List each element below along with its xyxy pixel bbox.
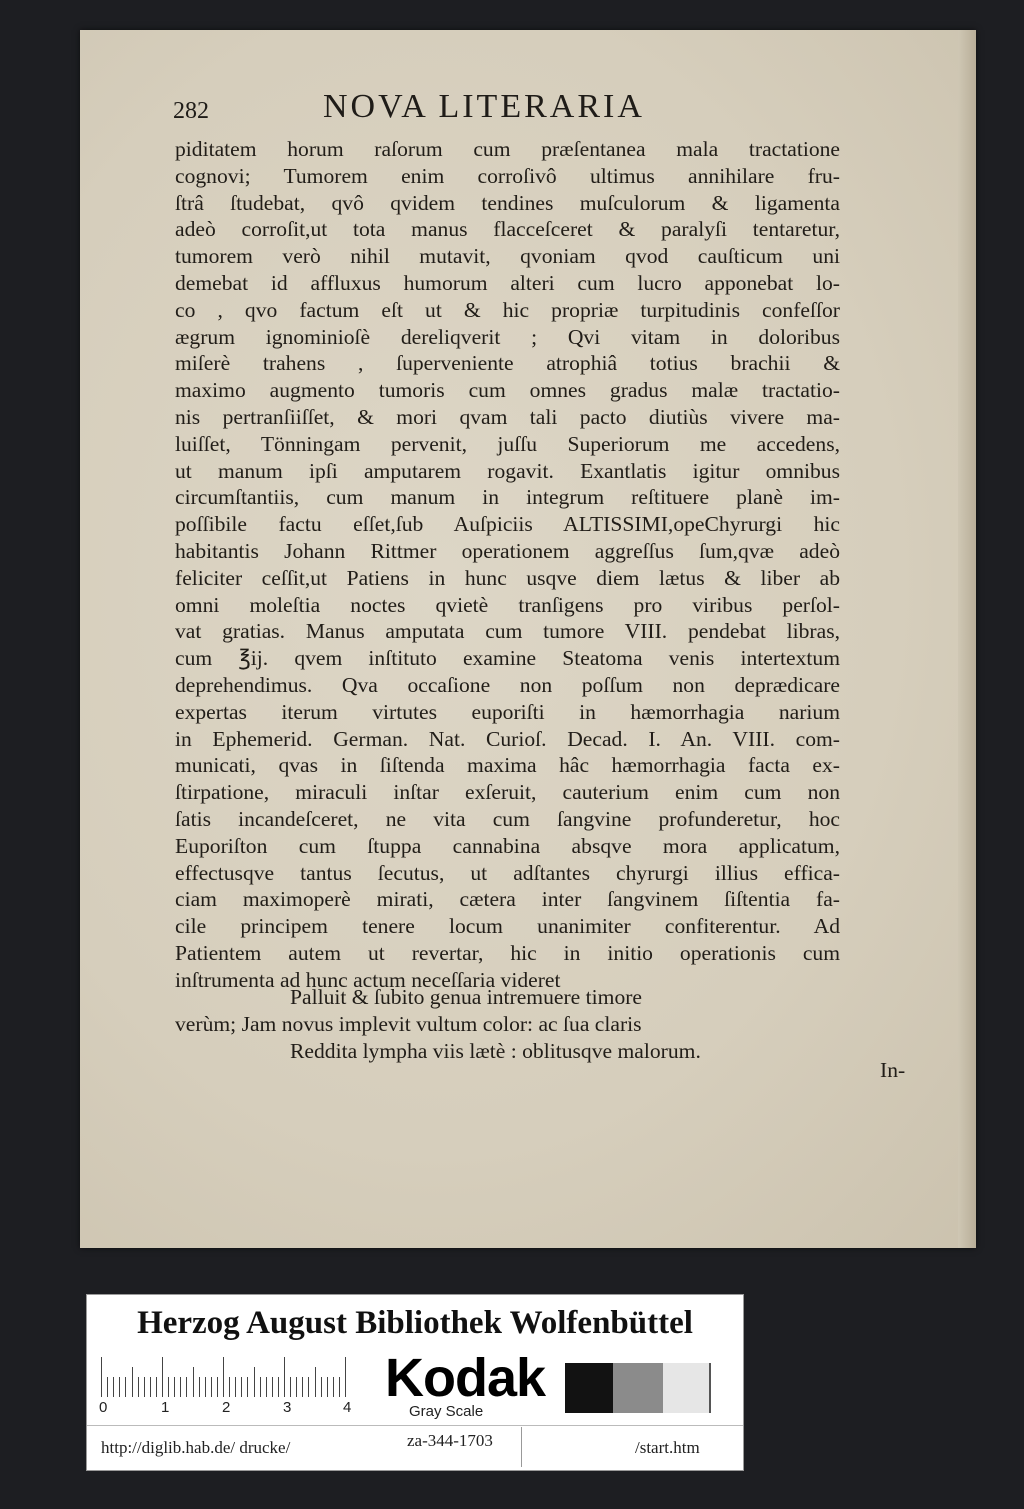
divider: [521, 1427, 522, 1467]
text-line: Patientem autem ut revertar, hic in initio operationis cum: [175, 940, 840, 965]
gray-swatches: [565, 1363, 711, 1413]
ruler-tick: [186, 1377, 187, 1397]
text-line: cum ℥ij. qvem inſtituto examine Steatoma venis intertextum: [175, 646, 840, 671]
text-line: ſtrâ ſtudebat, qvô qvidem tendines muſculorum & ligamenta: [175, 190, 840, 215]
text-line: demebat id affluxus humorum alteri cum lucro apponebat lo-: [175, 270, 840, 295]
text-line: nis pertranſiiſſet, & mori qvam tali pacto diutiùs vivere ma-: [175, 404, 840, 429]
ruler-tick: [132, 1367, 133, 1397]
text-line: habitantis Johann Rittmer operationem aggreſſus ſum,qvæ adeò: [175, 538, 840, 563]
ruler-tick: [254, 1367, 255, 1397]
ruler-tick: [168, 1377, 169, 1397]
ruler-tick: [125, 1377, 126, 1397]
ruler-number: 1: [161, 1399, 170, 1416]
ruler-tick: [321, 1377, 322, 1397]
ruler-number: 2: [222, 1399, 231, 1416]
ruler-number: 4: [343, 1399, 352, 1416]
text-line: luiſſet, Tönningam pervenit, juſſu Superiorum me accedens,: [175, 431, 840, 456]
ruler-tick: [119, 1377, 120, 1397]
ruler-tick: [107, 1377, 108, 1397]
source-url: http://diglib.hab.de/ drucke/: [101, 1438, 291, 1457]
verse-line: Palluit & ſubito genua intremuere timore: [290, 985, 643, 1009]
text-line: deprehendimus. Qva occaſione non poſſum non deprædicare: [175, 672, 840, 697]
ruler-tick: [284, 1357, 285, 1397]
text-line: cognovi; Tumorem enim corroſivô ultimus annihilare fru-: [175, 163, 840, 188]
ruler-tick: [223, 1357, 224, 1397]
swatch-black: [565, 1363, 613, 1413]
ruler-tick: [156, 1377, 157, 1397]
text-line: in Ephemerid. German. Nat. Curioſ. Decad. I. An. VIII. com-: [175, 726, 840, 751]
kodak-logo: Kodak: [385, 1348, 546, 1408]
ruler-tick: [266, 1377, 267, 1397]
ruler-tick: [345, 1357, 346, 1397]
ruler-tick: [229, 1377, 230, 1397]
verse-line: Reddita lympha viis lætè : oblitusqve malorum.: [290, 1039, 701, 1063]
swatch-gray: [613, 1363, 663, 1413]
ruler-tick: [162, 1357, 163, 1397]
text-line: circumſtantiis, cum manum in integrum reſtituere planè im-: [175, 485, 840, 510]
ruler-tick: [315, 1367, 316, 1397]
verse-quote: [175, 984, 840, 1065]
scale-ruler: [101, 1353, 349, 1397]
ruler-tick: [193, 1367, 194, 1397]
text-line: maximo augmento tumoris cum omnes gradus malæ tractatio-: [175, 378, 840, 403]
text-line: adeò corroſit,ut tota manus flacceſceret & paralyſi tentaretur,: [175, 217, 840, 242]
text-line: ſatis incandeſceret, ne vita cum ſangvine profunderetur, hoc: [175, 806, 840, 831]
text-line: effectusqve tantus ſecutus, ut adſtantes chyrurgi illius effica-: [175, 860, 840, 885]
body-text: [175, 136, 840, 994]
ruler-tick: [138, 1377, 139, 1397]
text-line: cile principem tenere locum unanimiter confiterentur. Ad: [175, 914, 840, 939]
ruler-tick: [180, 1377, 181, 1397]
ruler-tick: [278, 1377, 279, 1397]
ruler-tick: [308, 1377, 309, 1397]
text-line: omni moleſtia noctes qvietè tranſigens pro viribus perſol-: [175, 592, 840, 617]
ruler-tick: [235, 1377, 236, 1397]
text-line: expertas iterum virtutes euporiſti in hæmorrhagia narium: [175, 699, 840, 724]
text-line: inſtrumenta ad hunc actum neceſſaria videret: [175, 967, 561, 992]
ruler-tick: [101, 1357, 102, 1397]
text-line: co , qvo factum eſt ut & hic propriæ turpitudinis confeſſor: [175, 297, 840, 322]
ruler-tick: [211, 1377, 212, 1397]
text-line: miſerè trahens , ſuperveniente atrophiâ totius brachii &: [175, 351, 840, 376]
text-line: ſtirpatione, miraculi inſtar exſeruit, cauterium enim cum non: [175, 780, 840, 805]
verse-line: verùm; Jam novus implevit vultum color: ac ſua claris: [175, 1012, 642, 1036]
ruler-number: 0: [99, 1399, 108, 1416]
page-header: [173, 88, 773, 136]
ruler-tick: [217, 1377, 218, 1397]
text-line: ut manum ipſi amputarem rogavit. Exantlatis igitur omnibus: [175, 458, 840, 483]
text-line: municati, qvas in ſiſtenda maxima hâc hæmorrhagia facta ex-: [175, 753, 840, 778]
ruler-tick: [302, 1377, 303, 1397]
text-line: ægrum ignominioſè dereliqverit ; Qvi vitam in doloribus: [175, 324, 840, 349]
page-edge: [958, 30, 976, 1248]
library-name: Herzog August Bibliothek Wolfenbüttel: [137, 1305, 693, 1341]
text-line: feliciter ceſſit,ut Patiens in hunc usqve diem lætus & liber ab: [175, 565, 840, 590]
ruler-tick: [260, 1377, 261, 1397]
page-number: 282: [173, 98, 209, 124]
ruler-tick: [199, 1377, 200, 1397]
text-line: vat gratias. Manus amputata cum tumore VIII. pendebat libras,: [175, 619, 840, 644]
catchword: In-: [880, 1058, 906, 1082]
ruler-number: 3: [283, 1399, 292, 1416]
text-line: piditatem horum raſorum cum præſentanea mala tractatione: [175, 137, 840, 161]
swatch-white: [663, 1363, 711, 1413]
text-line: Euporiſton cum ſtuppa cannabina absqve mora applicatum,: [175, 833, 840, 858]
text-line: poſſibile factu eſſet,ſub Auſpiciis ALTISSIMI,opeChyrurgi hic: [175, 512, 840, 537]
text-line: tumorem verò nihil mutavit, qvoniam qvod cauſticum uni: [175, 244, 840, 269]
ruler-tick: [272, 1377, 273, 1397]
divider: [87, 1425, 743, 1426]
ruler-tick: [174, 1377, 175, 1397]
ruler-tick: [327, 1377, 328, 1397]
start-link: /start.htm: [635, 1438, 700, 1457]
ruler-tick: [339, 1377, 340, 1397]
gray-scale-label: Gray Scale: [409, 1403, 484, 1420]
ruler-tick: [296, 1377, 297, 1397]
color-target-card: [86, 1294, 744, 1471]
ruler-tick: [290, 1377, 291, 1397]
running-title: NOVA LITERARIA: [323, 88, 645, 125]
ruler-tick: [247, 1377, 248, 1397]
ruler-tick: [205, 1377, 206, 1397]
ruler-numbers: [95, 1399, 365, 1421]
ruler-tick: [144, 1377, 145, 1397]
ruler-tick: [333, 1377, 334, 1397]
text-line: ciam maximoperè mirati, cætera inter ſangvinem ſiſtentia fa-: [175, 887, 840, 912]
shelfmark: za-344-1703: [407, 1431, 493, 1450]
ruler-tick: [150, 1377, 151, 1397]
ruler-tick: [241, 1377, 242, 1397]
ruler-tick: [113, 1377, 114, 1397]
